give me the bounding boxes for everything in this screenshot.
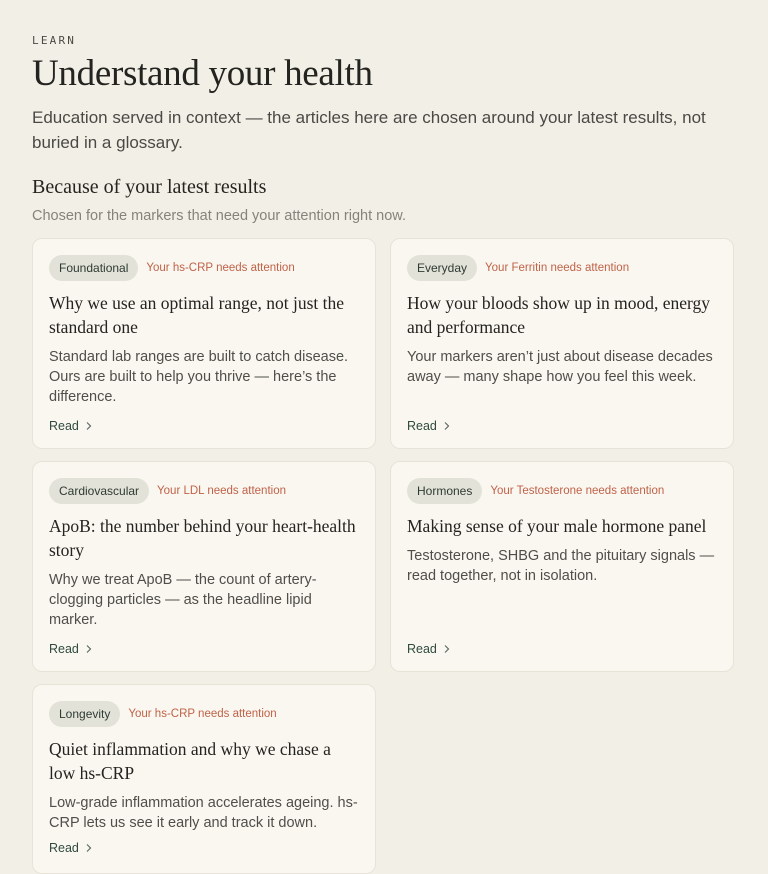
page-intro: Education served in context — the articles here are chosen around your latest results, not buried in a glossary. bbox=[32, 108, 706, 152]
read-label: Read bbox=[407, 642, 437, 656]
attention-reason: Your hs-CRP needs attention bbox=[128, 708, 277, 720]
read-label: Read bbox=[407, 419, 437, 433]
read-link[interactable] bbox=[49, 642, 93, 656]
article-summary: Low-grade inflammation accelerates ageing. hs-CRP lets us see it early and track it down. bbox=[49, 795, 358, 831]
attention-reason: Your hs-CRP needs attention bbox=[146, 262, 295, 274]
read-label: Read bbox=[49, 419, 79, 433]
attention-reason: Your Ferritin needs attention bbox=[485, 262, 630, 274]
attention-reason: Your Testosterone needs attention bbox=[490, 485, 665, 497]
article-card-apob[interactable] bbox=[32, 461, 376, 672]
read-link[interactable] bbox=[49, 841, 93, 855]
article-summary: Why we treat ApoB — the count of artery-clogging particles — as the headline lipid marker. bbox=[49, 572, 317, 628]
chevron-right-icon bbox=[443, 421, 451, 431]
article-title: ApoB: the number behind your heart-health story bbox=[49, 516, 356, 560]
chevron-right-icon bbox=[443, 644, 451, 654]
category-tag: Hormones bbox=[407, 478, 482, 504]
article-title: Why we use an optimal range, not just the standard one bbox=[49, 293, 344, 337]
section-subtitle: Chosen for the markers that need your attention right now. bbox=[32, 208, 406, 224]
article-card-bloods-mood[interactable] bbox=[390, 238, 734, 449]
read-link[interactable] bbox=[407, 642, 451, 656]
article-card-inflammation[interactable] bbox=[32, 684, 376, 874]
article-summary: Your markers aren’t just about disease decades away — many shape how you feel this week. bbox=[407, 349, 713, 385]
article-summary: Testosterone, SHBG and the pituitary signals — read together, not in isolation. bbox=[407, 548, 715, 584]
category-tag: Cardiovascular bbox=[49, 478, 149, 504]
article-card-optimal-range[interactable] bbox=[32, 238, 376, 449]
article-title: Making sense of your male hormone panel bbox=[407, 516, 707, 536]
read-label: Read bbox=[49, 841, 79, 855]
chevron-right-icon bbox=[85, 421, 93, 431]
category-tag: Everyday bbox=[407, 255, 477, 281]
category-tag: Longevity bbox=[49, 701, 120, 727]
article-title: How your bloods show up in mood, energy and performance bbox=[407, 293, 710, 337]
attention-reason: Your LDL needs attention bbox=[157, 485, 286, 497]
read-link[interactable] bbox=[407, 419, 451, 433]
section-eyebrow: LEARN bbox=[32, 34, 77, 47]
article-title: Quiet inflammation and why we chase a low hs-CRP bbox=[49, 739, 331, 783]
section-title: Because of your latest results bbox=[32, 176, 267, 198]
read-label: Read bbox=[49, 642, 79, 656]
article-summary: Standard lab ranges are built to catch disease. Ours are built to help you thrive — here’s the difference. bbox=[49, 349, 349, 405]
read-link[interactable] bbox=[49, 419, 93, 433]
chevron-right-icon bbox=[85, 843, 93, 853]
page-title: Understand your health bbox=[32, 53, 373, 94]
chevron-right-icon bbox=[85, 644, 93, 654]
article-card-hormone-panel[interactable] bbox=[390, 461, 734, 672]
category-tag: Foundational bbox=[49, 255, 138, 281]
